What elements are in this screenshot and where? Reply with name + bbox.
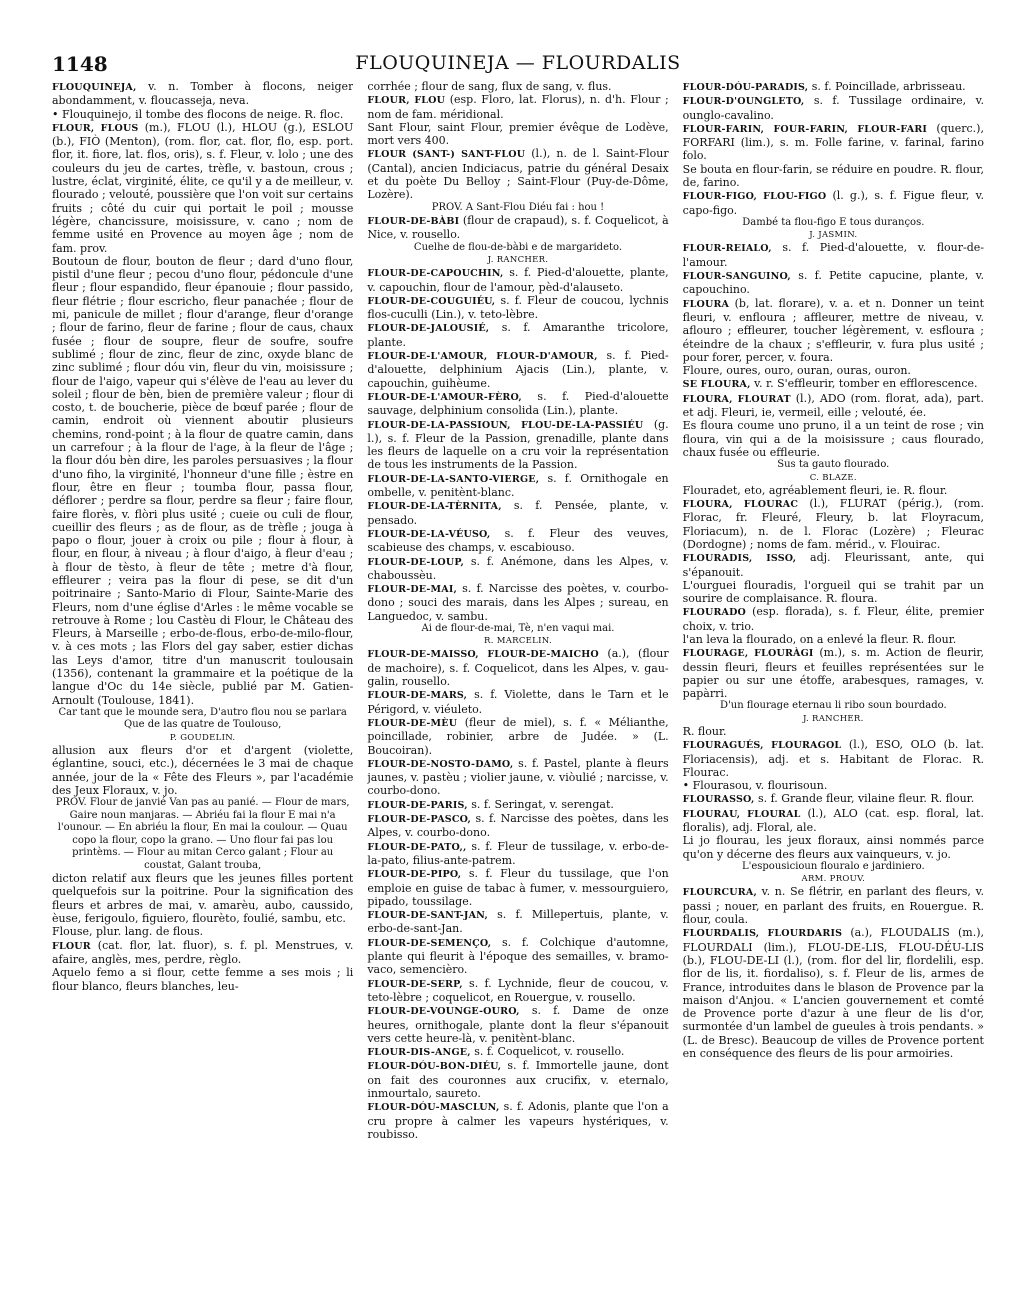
entry-text: (fleur de miel), s. f. « Mélianthe, poincillade, robinier, arbre de Judée. » (L. Boucoiran). (367, 715, 669, 757)
entry-headword: FLOUR-DE-VOUNGE-OURO, (367, 1006, 520, 1018)
dictionary-entry (52, 939, 353, 967)
entry-text: s. f. Pied-d'alouette, plante, v. capouchin, flour de l'amour, pèd-d'alauseto. (367, 266, 669, 294)
entry-text: s. f. Pastel, plante à fleurs jaunes, v. pastèu ; violier jaune, v. viòulié ; narcisse, v. courbo-dono. (367, 756, 669, 798)
dictionary-entry (367, 582, 668, 623)
dictionary-entry (367, 390, 668, 418)
entry-text: s. f. Tussilage ordinaire, v. ounglo-cavalino. (682, 94, 984, 122)
dictionary-entry (683, 419, 984, 459)
column-2 (367, 80, 668, 1300)
entry-headword: FLOURA, FLOURAC (682, 499, 799, 511)
entry-text: s. f. Ornithogale en ombelle, v. penitènt-blanc. (367, 471, 669, 500)
entry-text: s. f. Pied-d'alouette, v. flour-de-l'amour. (682, 241, 984, 269)
entry-text: Flouse, plur. lang. de flous. (52, 925, 204, 939)
entry-text: (cat. flor, lat. fluor), s. f. pl. Menstrues, v. afaire, anglès, mes, perdre, règlo. (52, 938, 354, 966)
entry-headword: FLOUR-DE-COUGUIÉU, (367, 295, 496, 307)
entry-text: PROV. A Sant-Flou Diéu fai : hou ! (431, 201, 605, 213)
dictionary-entry (367, 1100, 668, 1141)
entry-text: Flouradet, eto, agréablement fleuri, ie. R. flour. (682, 483, 948, 497)
dictionary-entry (683, 392, 984, 420)
entry-headword: FLOUR-DE-MAI, (367, 584, 457, 596)
entry-headword: FLOUR-DE-SANT-JAN, (367, 910, 488, 922)
entry-text: (l. g.), s. f. Figue fleur, v. capo-figo. (682, 189, 984, 217)
dictionary-entry (52, 744, 353, 797)
entry-text: (l.), n. de l. Saint-Flour (Cantal), ancien Indiciacus, patrie du général Desaix et du poète Du Belloy ; Saint-Flour (Puy-de-Dôme, Lozère). (367, 147, 669, 202)
dictionary-entry (367, 93, 668, 121)
dictionary-entry (683, 926, 984, 1060)
dictionary-entry (52, 121, 353, 255)
entry-headword: FLOUR-DE-LOUP, (367, 556, 465, 568)
entry-text: corrhée ; flour de sang, flux de sang, v. flus. (367, 80, 612, 93)
dictionary-entry (367, 294, 668, 322)
dictionary-entry (683, 885, 984, 926)
entry-text: s. f. Narcisse des poètes, dans les Alpes, v. courbo-dono. (367, 812, 669, 840)
dictionary-entry (367, 472, 668, 500)
dictionary-entry (683, 122, 984, 163)
entry-headword: FLOUR-DÓU-BON-DIÉU, (367, 1061, 502, 1073)
entry-headword: FLOURDALIS, FLOURDARIS (682, 928, 843, 940)
entry-headword: FLOUR-DE-MAISSO, FLOUR-DE-MAICHO (367, 649, 599, 661)
dictionary-entry (367, 202, 668, 215)
entry-headword: SE FLOURA, (682, 379, 751, 391)
dictionary-entry (367, 527, 668, 555)
entry-headword: FLOURA, FLOURAT (682, 393, 791, 405)
dictionary-entry (683, 484, 984, 497)
entry-text: PROV. Flour de janvié Van pas au panié. — Flour de mars, Gaire noun manjaras. — Abriéu fai la flour E mai n'a l'ounour. — En abriéu la flour, En mai la coulour. — Quau copo la flour, copo la grano. — Uno flour fai pas lou printèms. — Flour au mitan Cerco galant ; Flour au coustat, Galant trouba, (55, 797, 350, 871)
entry-text: s. f. Fleur du tussilage, que l'on emploie en guise de tabac à fumer, v. messourguiero, pipado, toussilage. (367, 867, 669, 908)
entry-text: s. f. Petite capucine, plante, v. capouchino. (682, 269, 984, 297)
dictionary-entry (52, 925, 353, 938)
dictionary-entry (367, 242, 668, 255)
dictionary-entry (683, 497, 984, 551)
dictionary-entry (367, 80, 668, 93)
dictionary-entry (367, 214, 668, 242)
entry-headword: FLOUR-DE-SERP, (367, 978, 463, 990)
entry-text: (l.), ESO, OLO (b. lat. Floriacensis), adj. et s. Habitant de Florac. R. Flourac. (682, 738, 984, 779)
dictionary-entry (683, 229, 984, 241)
entry-text: s. f. Seringat, v. serengat. (467, 797, 614, 811)
running-title: FLOUQUINEJA — FLOURDALIS (355, 52, 681, 74)
entry-text: L'ourguei flouradis, l'orgueil qui se trahit par un sourire de complaisance. R. floura. (682, 578, 984, 606)
dictionary-entry (683, 297, 984, 364)
dictionary-entry (367, 623, 668, 636)
entry-text: Sus ta gauto flourado. (777, 459, 890, 471)
entry-headword: FLOURADO (682, 607, 747, 619)
dictionary-entry (367, 908, 668, 936)
entry-headword: FLOURCURA, (682, 887, 757, 899)
entry-text: s. f. Dame de onze heures, ornithogale, plante dont la fleur s'épanouit vers cette heure-là, v. penitènt-blanc. (367, 1004, 669, 1045)
entry-headword: FLOUR-DE-MARS, (367, 690, 468, 702)
entry-text: D'un flourage eternau li ribo soun bourdado. (719, 700, 947, 712)
dictionary-entry (52, 108, 353, 121)
entry-text: (m.), FLOU (l.), HLOU (g.), ESLOU (b.), FIÒ (Menton), (rom. flor, cat. flor, flo, esp. port. flor, it. fiore, lat. flos, oris), s. f. Fleur, v. lolo ; une des couleurs du jeu de cartes, trèfle, v. bastoun, crous ; lustre, éclat, virginité, élite, ce qu'il y a de meilleur, v. flourado ; velouté, poussière que l'on voit sur certains fruits ; côté du cuir qui portait le poil ; mousse légère, chancissure, moisissure, v. cano ; nom de femme usité en Provence au moyen âge ; nom de fam. prov. (52, 120, 354, 255)
entry-text: Sant Flour, saint Flour, premier évêque de Lodève, mort vers 400. (367, 120, 669, 148)
entry-text: s. f. Poincillade, arbrisseau. (808, 80, 966, 93)
dictionary-entry (683, 459, 984, 472)
entry-text: l'an leva la flourado, on a enlevé la fleur. R. flour. (682, 632, 957, 646)
entry-text: dicton relatif aux fleurs que les jeunes filles portent quelquefois sur la poitrine. Pour la signification des fleurs et arbres de mai, v. amarèu, aubo, caussido, èuse, ferigoulo, figuiero, flourèto, foulié, sambu, etc. (52, 872, 354, 926)
entry-text: (g. l.), s. f. Fleur de la Passion, grenadille, plante dans les fleurs de laquelle on a cru voir la représentation de tous les instruments de la Passion. (367, 417, 669, 472)
dictionary-entry (683, 792, 984, 806)
entry-text: R. flour. (682, 724, 727, 738)
entry-headword: FLOUR-DE-MÈU (367, 717, 458, 729)
entry-text: Car tant que le mounde sera, D'autro flou nou se parlara Que de las quatre de Toulouso, (58, 706, 347, 731)
entry-text: (l.), ALO (cat. esp. floral, lat. floralis), adj. Floral, ale. (682, 806, 984, 835)
dictionary-entry (683, 269, 984, 297)
dictionary-entry (683, 779, 984, 792)
dictionary-entry (683, 472, 984, 484)
dictionary-entry (367, 1004, 668, 1045)
entry-text: Cuelhe de flou-de-bàbi e de margarideto. (413, 241, 623, 253)
entry-headword: FLOURAGE, FLOURÀGI (682, 648, 814, 660)
dictionary-entry (52, 707, 353, 732)
entry-text: Es floura coume uno pruno, il a un teint de rose ; vin floura, vin qui a de la moisissure ; caus flourado, chaux fusée ou effleurie. (682, 419, 984, 459)
dictionary-entry (367, 147, 668, 201)
dictionary-entry (683, 80, 984, 94)
entry-headword: FLOUR-DE-JALOUSIÉ, (367, 323, 490, 335)
dictionary-entry (683, 163, 984, 190)
dictionary-entry (683, 551, 984, 579)
entry-text: s. f. Pied-d'alouette sauvage, delphinium consolida (Lin.), plante. (367, 389, 669, 418)
entry-headword: FLOUR, FLOUS (52, 122, 139, 134)
dictionary-entry (367, 647, 668, 688)
dictionary-entry (683, 861, 984, 874)
entry-headword: FLOUR-DE-L'AMOUR, FLOUR-D'AMOUR, (367, 351, 598, 363)
dictionary-entry (367, 555, 668, 583)
entry-headword: FLOUR-SANGUINO, (682, 271, 791, 283)
entry-headword: FLOUR (SANT-) SANT-FLOU (367, 149, 526, 161)
entry-text: s. f. Amaranthe tricolore, plante. (367, 321, 669, 349)
entry-text: s. f. Fleur des veuves, scabieuse des champs, v. escabiouso. (367, 526, 669, 555)
dictionary-entry (52, 872, 353, 925)
dictionary-entry (683, 94, 984, 122)
dictionary-entry (367, 840, 668, 868)
entry-headword: FLOUR-DE-LA-PASSIOUN, FLOU-DE-LA-PASSIÉU (367, 419, 644, 431)
entry-text: adj. Fleurissant, ante, qui s'épanouit. (682, 551, 984, 579)
entry-headword: FLOUR-DE-NOSTO-DAMO, (367, 758, 514, 770)
entry-text: s. f. Pied-d'alouette, delphinium Ajacis (Lin.), plante, v. capouchin, guihèume. (367, 349, 669, 390)
dictionary-entry (52, 797, 353, 872)
dictionary-entry (683, 364, 984, 377)
dictionary-entry (367, 798, 668, 812)
column-1 (52, 80, 353, 1300)
entry-headword: FLOUR-DE-PIPO, (367, 869, 462, 881)
entry-text: v. r. S'effleurir, tomber en efflorescence. (750, 377, 978, 391)
entry-headword: FLOUR-D'OUNGLETO, (682, 96, 805, 108)
column-3 (683, 80, 984, 1300)
entry-headword: FLOUR-DE-PATO,, (367, 841, 467, 853)
entry-headword: FLOURAU, FLOURAL (682, 808, 801, 820)
entry-text: • Flouquinejo, il tombe des flocons de neige. R. floc. (52, 107, 344, 121)
dictionary-entry (683, 725, 984, 738)
entry-text: Boutoun de flour, bouton de fleur ; dard d'uno flour, pistil d'une fleur ; pecou d'uno flour, pédoncule d'une fleur ; flour espandido, fleur épanouie ; flour passido, fleur flétrie ; flour escricho, fleur panachée ; flour de mi, panicule de millet ; flour d'arange, fleur d'orange ; flour de farino, fleur de farine ; flour de caus, chaux fusée ; flour de soupre, fleur de soufre, soufre sublimé ; flour de zinc, fleur de zinc, oxyde blanc de zinc sublimé ; flour dóu vin, fleur du vin, moisissure ; flour de l'aigo, vapeur qui s'élève de l'eau au lever du soleil ; flour de bèn, bien de première valeur ; flour di costo, t. de boucherie, pièce de bœuf parée ; flour de camin, endroit où viennent aboutir plusieurs chemins, rond-point ; à la flour de quatre camin, dans un carrefour ; à la flour de l'age, à la fleur de l'âge ; la flour dóu bèn dire, les paroles persuasives ; la flour d'uno fiho, la virginité, l'honneur d'une fille ; èstre en flour, être en fleur ; toumba flour, passa flour, déflorer ; perdre sa flour, perdre sa fleur ; faire flour, faire florès, v. flòri plus usité ; cueie ou culi de flour, cueillir des fleurs ; as de flour, as de trèfle ; jouga à papo o flour, jouer à croix ou pile ; flour à flour, à flour, en flour, à niveau ; à flour d'aigo, à fleur d'eau ; à flour de tèsto, à fleur de tête ; metre d'à flour, effleurer ; veira pas la flour di pese, se dit d'un poitrinaire ; Santo-Mario di Flour, Sainte-Marie des Fleurs, nom d'une église d'Arles : le même vocable se retrouve à Rome ; lou Castèu di Flour, le Château des Fleurs, à Marseille ; erbo-de-flous, erbo-de-milo-flour, v. à ces mots ; las Flors del gay saber, estier dichas las Leys d'amor, titre d'un manuscrit toulousain (1356), contenant la grammaire et la poétique de la langue d'Oc du 14e siècle, publié par M. Gatien-Arnoult (Toulouse, 1841). (52, 254, 354, 707)
dictionary-entry (683, 738, 984, 779)
dictionary-entry (367, 499, 668, 527)
entry-headword: FLOUR-DE-PARIS, (367, 799, 468, 811)
entry-text: s. f. Millepertuis, plante, v. erbo-de-sant-Jan. (367, 908, 669, 936)
entry-text: (b, lat. florare), v. a. et n. Donner un teint fleuri, v. enfloura ; affleurer, mettre de niveau, v. aflouro ; effleurer, toucher légèrement, v. esfloura ; éteindre de la chaux ; s'effleurir, v. fura plus usité ; pour forer, percer, v. foura. (682, 296, 984, 364)
entry-headword: FLOUR-DÓU-PARADIS, (682, 82, 809, 93)
dictionary-entry (683, 807, 984, 835)
dictionary-entry (683, 873, 984, 885)
page-number: 1148 (52, 52, 108, 76)
entry-text: s. f. Immortelle jaune, dont on fait des couronnes aux crucifix, v. eternalo, inmourtalo, saureto. (367, 1059, 669, 1100)
entry-text: s. f. Narcisse des poètes, v. courbo-dono ; souci des marais, dans les Alpes ; sureau, en Languedoc, v. sambu. (367, 582, 669, 623)
entry-text: (m.), s. m. Action de fleurir, dessin fleuri, fleurs et feuilles représentées sur le papier ou sur une étoffe, arabesques, ramages, v. papàrri. (682, 646, 984, 701)
entry-text: s. f. Fleur de coucou, lychnis flos-cuculli (Lin.), v. teto-lèbre. (367, 293, 669, 322)
entry-headword: FLOURA (682, 298, 730, 310)
entry-text: (flour de crapaud), s. f. Coquelicot, à Nice, v. rousello. (367, 214, 669, 242)
entry-text: (querc.), FORFARI (lim.), s. m. Folle farine, v. farinal, farino folo. (682, 121, 984, 163)
entry-text: Dambé ta flou-figo E tous duranços. (742, 216, 925, 228)
entry-text: • Flourasou, v. flourisoun. (682, 779, 828, 793)
dictionary-entry (683, 377, 984, 391)
entry-headword: FLOUR-DE-LA-TÈRNITA, (367, 501, 502, 513)
entry-headword: FLOURASSO, (682, 794, 755, 806)
entry-text: J. RANCHER. (487, 255, 549, 266)
dictionary-entry (683, 241, 984, 269)
dictionary-entry (683, 605, 984, 633)
entry-text: s. f. Violette, dans le Tarn et le Périgord, v. viéuleto. (367, 688, 669, 716)
dictionary-entry (683, 217, 984, 230)
entry-text: s. f. Grande fleur, vilaine fleur. R. flour. (754, 792, 975, 806)
entry-text: (l.), FLURAT (périg.), (rom. Florac, fr. Fleuré, Fleury, b. lat Floyracum, Floriacum), n. de l. Florac (Lozère) ; Fleurac (Dordogne) ; noms de fam. mérid., v. Flouirac. (682, 497, 984, 551)
page-header (52, 52, 984, 80)
entry-text: s. f. Pensée, plante, v. pensado. (367, 499, 669, 527)
dictionary-entry (367, 349, 668, 390)
entry-text: Aquelo femo a si flour, cette femme a ses mois ; li flour blanco, fleurs blanches, leu- (52, 966, 354, 993)
dictionary-entry (683, 700, 984, 713)
dictionary-entry (367, 254, 668, 266)
entry-headword: FLOUQUINEJA, (52, 82, 137, 93)
entry-headword: FLOUR-DE-CAPOUCHIN, (367, 268, 504, 280)
entry-text: P. GOUDELIN. (169, 732, 236, 743)
entry-text: v. n. Se flétrir, en parlant des fleurs, v. passi ; nouer, en parlant des fruits, en Rouergue. R. flour, coula. (682, 885, 984, 927)
dictionary-entry (683, 713, 984, 725)
entry-text: C. BLAZE. (809, 472, 857, 483)
entry-headword: FLOUR (52, 940, 91, 952)
dictionary-entry (367, 757, 668, 798)
entry-headword: FLOUR, FLOU (367, 95, 446, 107)
dictionary-entry (367, 716, 668, 757)
dictionary-entry (367, 121, 668, 148)
dictionary-entry (683, 646, 984, 700)
entry-text: (a.), (flour de machoire), s. f. Coquelicot, dans les Alpes, v. gau-galin, rousello. (367, 647, 669, 689)
entry-text: (a.), FLOUDALIS (m.), FLOURDALI (lim.), FLOU-DE-LIS, FLOU-DÉU-LIS (b.), FLOU-DE-LI (l.), (rom. flor del lir, flordelili, esp. flor de lis, it. fiordaliso), s. f. Fleur de lis, armes de France, introduites dans le blason de Provence par la maison d'Anjou. « L'ancien gouvernement et comté de Provence porte d'azur à une fleur de lis d'or, surmontée d'un lambel de gueules à trois pendants. » (L. de Bresc). Beaucoup de villes de Provence portent en conséquence des fleurs de lis pour armoiries. (682, 926, 984, 1060)
entry-text: s. f. Fleur de tussilage, v. erbo-de-la-pato, filius-ante-patrem. (367, 839, 669, 867)
dictionary-entry (367, 418, 668, 472)
dictionary-entry (367, 1045, 668, 1059)
dictionary-entry (367, 812, 668, 840)
dictionary-entry (367, 321, 668, 349)
entry-text: s. f. Lychnide, fleur de coucou, v. teto-lèbre ; coquelicot, en Rouergue, v. rousello. (367, 976, 669, 1004)
dictionary-entry (367, 635, 668, 647)
entry-text: Ai de flour-de-mai, Tè, n'en vaqui mai. (421, 622, 615, 634)
dictionary-entry (52, 255, 353, 707)
dictionary-entry (367, 867, 668, 908)
dictionary-entry (683, 579, 984, 606)
entry-text: v. n. Tomber à flocons, neiger abondamment, v. floucasseja, neva. (52, 80, 354, 108)
dictionary-entry (367, 1059, 668, 1100)
entry-text: L'espousicioun flouralo e jardiniero. (741, 860, 925, 872)
entry-headword: FLOUR-DE-SEMENÇO, (367, 937, 492, 949)
entry-text: Li jo flourau, les jeux floraux, ainsi nommés parce qu'on y décerne des fleurs aux vainqueurs, v. jo. (682, 834, 984, 861)
entry-headword: FLOUR-DE-L'AMOUR-FÈRO, (367, 391, 522, 403)
entry-text: s. f. Colchique d'automne, plante qui fleurit à l'époque des semailles, v. bramo-vaco, semencièro. (367, 935, 669, 977)
dictionary-entry (52, 732, 353, 744)
entry-text: R. MARCELIN. (484, 636, 552, 647)
entry-headword: FLOUR-DIS-ANGE, (367, 1047, 471, 1059)
entry-headword: FLOUR-FARIN, FOUR-FARIN, FLOUR-FARI (682, 123, 928, 135)
entry-text: allusion aux fleurs d'or et d'argent (violette, églantine, souci, etc.), décernées le 3 mai de chaque année, jour de la « Fête des Fleurs », par l'académie des Jeux Floraux, v. jo. (52, 743, 354, 797)
entry-text: (esp. Floro, lat. Florus), n. d'h. Flour ; nom de fam. méridional. (367, 93, 669, 121)
entry-text: s. f. Anémone, dans les Alpes, v. chaboussèu. (367, 554, 669, 582)
columns (52, 80, 984, 1300)
entry-text: s. f. Adonis, plante que l'on a cru propre à calmer les vapeurs hystériques, v. roubisso. (367, 1100, 669, 1141)
entry-text: ARM. PROUV. (801, 874, 866, 885)
dictionary-entry (683, 189, 984, 217)
dictionary-entry (52, 80, 353, 108)
entry-headword: FLOUR-DE-PASCO, (367, 814, 472, 826)
dictionary-entry (683, 633, 984, 646)
entry-headword: FLOUR-REIALO, (682, 243, 772, 255)
dictionary-entry (367, 688, 668, 716)
dictionary-entry (683, 834, 984, 861)
entry-headword: FLOUR-DE-BÀBI (367, 216, 460, 228)
entry-text: Floure, oures, ouro, ouran, ouras, ouron. (682, 364, 911, 378)
entry-headword: FLOUR-DE-LA-SANTO-VIERGE, (367, 473, 540, 485)
entry-headword: FLOURAGUÉS, FLOURAGOL (682, 740, 842, 752)
entry-headword: FLOURADIS, ISSO, (682, 553, 797, 565)
entry-headword: FLOUR-DE-LA-VÉUSO, (367, 528, 491, 540)
dictionary-entry (52, 966, 353, 993)
entry-text: J. JASMIN. (809, 230, 858, 241)
entry-text: J. RANCHER. (802, 713, 864, 724)
entry-text: (l.), ADO (rom. florat, ada), part. et adj. Fleuri, ie, vermeil, eille ; velouté, ée. (682, 391, 984, 420)
entry-text: s. f. Coquelicot, v. rousello. (470, 1045, 625, 1059)
entry-headword: FLOUR-DÓU-MASCLUN, (367, 1102, 500, 1114)
dictionary-entry (367, 936, 668, 977)
entry-headword: FLOUR-FIGO, FLOU-FIGO (682, 191, 827, 203)
entry-text: Se bouta en flour-farin, se réduire en poudre. R. flour, de, farino. (682, 162, 984, 190)
entry-text: (esp. florada), s. f. Fleur, élite, premier choix, v. trio. (682, 605, 984, 633)
dictionary-entry (367, 266, 668, 294)
dictionary-entry (367, 977, 668, 1005)
